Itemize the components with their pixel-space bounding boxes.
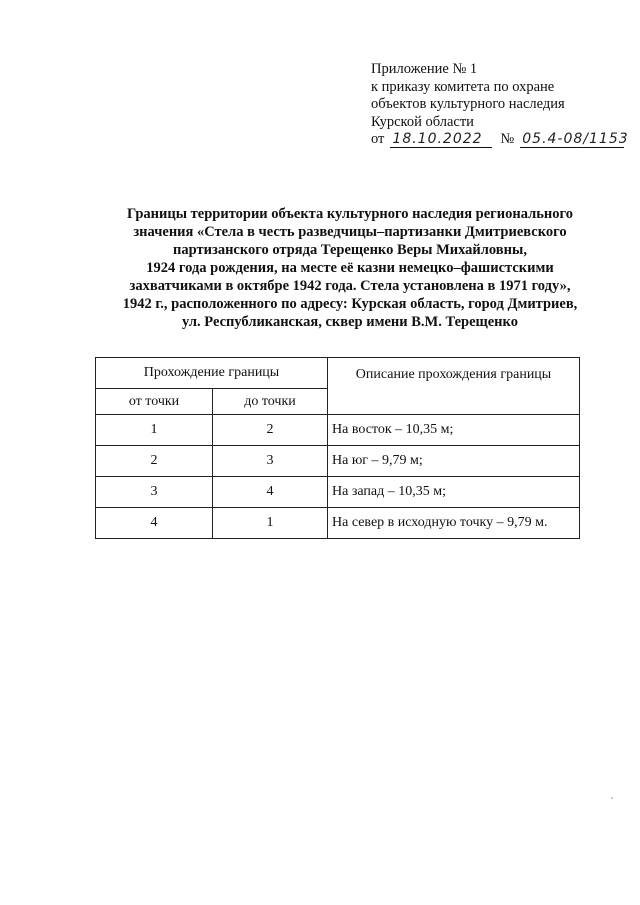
handwritten-date: 18.10.2022 <box>390 132 492 148</box>
from-point-cell: 3 <box>96 477 213 508</box>
scan-speck <box>611 797 613 799</box>
to-point-cell: 4 <box>213 477 328 508</box>
title-line: захватчиками в октябре 1942 года. Стела установлена в 1971 году», <box>129 278 571 294</box>
description-cell: На север в исходную точку – 9,79 м. <box>328 508 580 539</box>
description-cell: На запад – 10,35 м; <box>328 477 580 508</box>
boundary-description-header: Описание прохождения границы <box>328 358 580 415</box>
number-prefix: № <box>500 131 515 147</box>
table-row <box>96 477 580 508</box>
title-line: 1924 года рождения, на месте её казни немецко–фашистскими <box>146 260 554 276</box>
from-point-cell: 4 <box>96 508 213 539</box>
to-point-cell: 3 <box>213 446 328 477</box>
title-line: ул. Республиканская, сквер имени В.М. Терещенко <box>182 314 518 330</box>
from-point-cell: 2 <box>96 446 213 477</box>
title-line: партизанского отряда Терещенко Веры Михайловны, <box>173 242 527 258</box>
from-point-cell: 1 <box>96 415 213 446</box>
boundary-table <box>95 357 580 539</box>
appendix-committee-line: объектов культурного наследия <box>371 96 565 112</box>
handwritten-number: 05.4-08/1153 <box>522 131 629 147</box>
description-cell: На юг – 9,79 м; <box>328 446 580 477</box>
from-point-header: от точки <box>96 389 213 415</box>
appendix-order-line: к приказу комитета по охране <box>371 78 555 95</box>
to-point-header: до точки <box>213 389 328 415</box>
date-prefix: от <box>371 131 385 147</box>
order-date-number-row <box>371 131 629 149</box>
appendix-header <box>371 61 629 149</box>
document-title <box>60 205 640 331</box>
table-row <box>96 508 580 539</box>
boundary-passage-header: Прохождение границы <box>96 358 328 389</box>
table-row <box>96 446 580 477</box>
to-point-cell: 1 <box>213 508 328 539</box>
table-header-row <box>96 358 580 389</box>
title-line: Границы территории объекта культурного наследия регионального <box>127 206 573 222</box>
to-point-cell: 2 <box>213 415 328 446</box>
appendix-region-line: Курской области <box>371 113 474 130</box>
title-line: значения «Стела в честь разведчицы–партизанки Дмитриевского <box>133 224 567 240</box>
table-row <box>96 415 580 446</box>
description-cell: На восток – 10,35 м; <box>328 415 580 446</box>
title-line: 1942 г., расположенного по адресу: Курская область, город Дмитриев, <box>122 296 578 312</box>
appendix-title: Приложение № 1 <box>371 61 478 77</box>
